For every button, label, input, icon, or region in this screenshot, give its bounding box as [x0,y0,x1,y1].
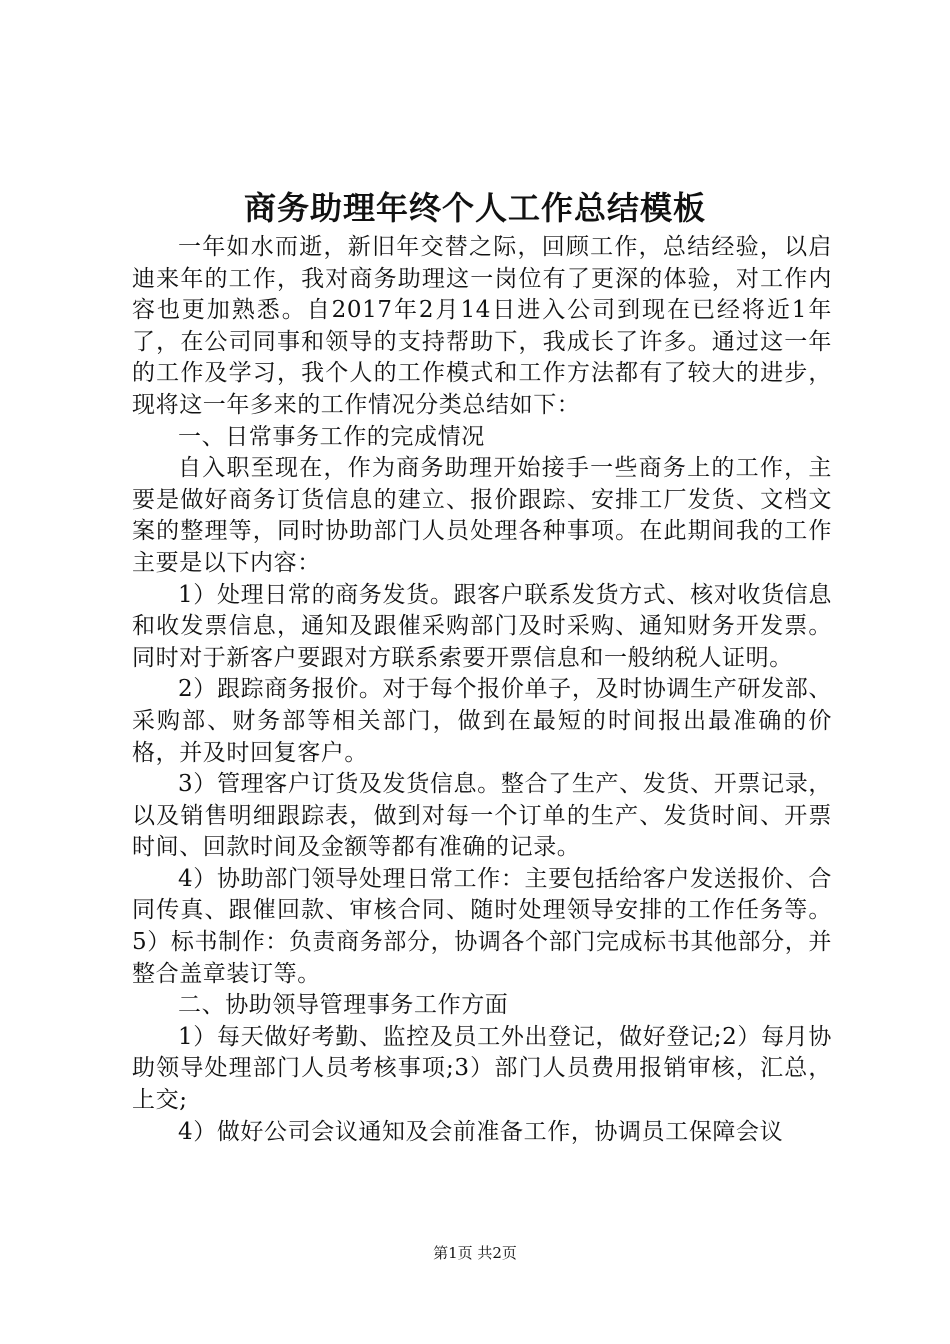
paragraph-intro: 一年如水而逝，新旧年交替之际，回顾工作，总结经验，以启迪来年的工作，我对商务助理这一岗位有了更深的体验，对工作内容也更加熟悉。自2017年2月14日进入公司到现在已经将近1年了，在公司同事和领导的支持帮助下，我成长了许多。通过这一年的工作及学习，我个人的工作模式和工作方法都有了较大的进步，现将这一年多来的工作情况分类总结如下： [132,234,832,418]
list-item-shipping: 1）处理日常的商务发货。跟客户联系发货方式、核对收货信息和收发票信息，通知及跟催采购部门及时采购、通知财务开发票。同时对于新客户要跟对方联系索要开票信息和一般纳税人证明。 [132,581,832,671]
list-item-order-management: 3）管理客户订货及发货信息。整合了生产、发货、开票记录，以及销售明细跟踪表，做到对每一个订单的生产、发货时间、开票时间、回款时间及金额等都有准确的记录。 [132,771,832,861]
list-item-meetings: 4）做好公司会议通知及会前准备工作，协调员工保障会议 [178,1118,784,1145]
section-heading-management-support: 二、协助领导管理事务工作方面 [178,992,509,1019]
list-item-quotation: 2）跟踪商务报价。对于每个报价单子，及时协调生产研发部、采购部、财务部等相关部门，做到在最短的时间报出最准确的价格，并及时回复客户。 [132,676,832,766]
document-title: 商务助理年终个人工作总结模板 [243,189,706,227]
list-item-assist-leadership: 4）协助部门领导处理日常工作：主要包括给客户发送报价、合同传真、跟催回款、审核合同、随时处理领导安排的工作任务等。5）标书制作：负责商务部分，协调各个部门完成标书其他部分，并整合盖章装订等。 [132,865,832,987]
paragraph-daily-affairs: 自入职至现在，作为商务助理开始接手一些商务上的工作，主要是做好商务订货信息的建立、报价跟踪、安排工厂发货、文档文案的整理等，同时协助部门人员处理各种事项。在此期间我的工作主要是以下内容： [132,455,832,576]
section-heading-daily-affairs: 一、日常事务工作的完成情况 [178,423,485,450]
list-item-attendance: 1）每天做好考勤、监控及员工外出登记，做好登记;2）每月协助领导处理部门人员考核事项;3）部门人员费用报销审核，汇总，上交; [132,1023,832,1114]
document-body [132,232,832,1148]
page-number-footer: 第1页 共2页 [433,1244,517,1262]
